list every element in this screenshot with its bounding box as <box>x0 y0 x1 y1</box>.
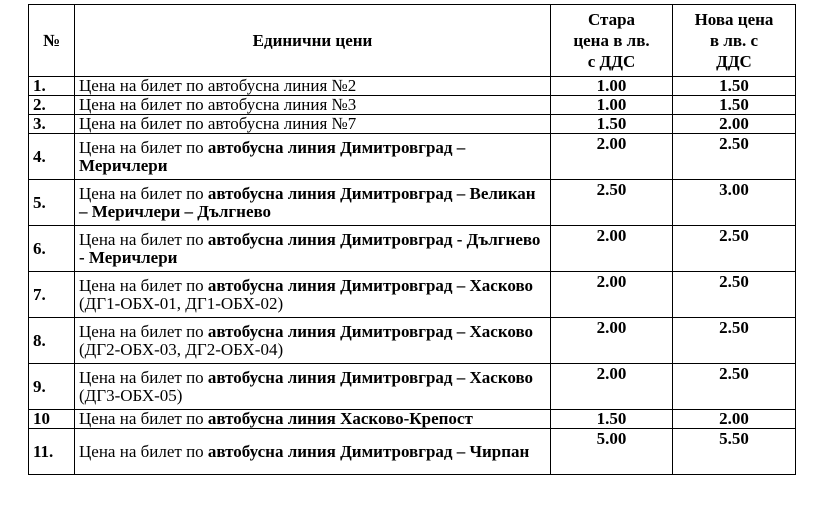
row-description-route: автобусна линия Димитровград – Великан – Меричлери – Дългнево <box>79 183 536 221</box>
row-description-prefix: Цена на билет по <box>79 275 208 295</box>
row-old-price: 1.00 <box>551 77 673 96</box>
table-row <box>29 134 796 180</box>
row-number: 7. <box>29 272 75 318</box>
row-old-price: 2.00 <box>551 134 673 180</box>
table-row <box>29 318 796 364</box>
row-new-price: 1.50 <box>673 77 796 96</box>
header-new-price-line-2: в лв. с <box>709 31 759 50</box>
table-row <box>29 96 796 115</box>
row-description-prefix: Цена на билет по <box>79 409 208 428</box>
row-new-price: 3.00 <box>673 180 796 226</box>
row-new-price: 5.50 <box>673 429 796 475</box>
row-number: 1. <box>29 77 75 96</box>
row-number: 4. <box>29 134 75 180</box>
price-table <box>28 4 796 475</box>
row-number: 11. <box>29 429 75 475</box>
row-description-route: автобусна линия Димитровград – Чирпан <box>207 441 530 461</box>
row-number: 6. <box>29 226 75 272</box>
header-new-price <box>673 5 796 77</box>
row-number: 2. <box>29 96 75 115</box>
row-description-prefix: Цена на билет по <box>79 441 208 461</box>
row-number: 5. <box>29 180 75 226</box>
row-description-prefix: Цена на билет по <box>79 321 208 341</box>
row-new-price: 2.50 <box>673 134 796 180</box>
row-number: 9. <box>29 364 75 410</box>
row-description <box>75 96 551 115</box>
header-old-price-line-3: с ДДС <box>587 52 636 71</box>
row-description-suffix: (ДГ3-ОБХ-05) <box>79 385 183 405</box>
row-description <box>75 134 551 180</box>
row-description <box>75 272 551 318</box>
header-name: Единични цени <box>75 5 551 77</box>
row-new-price: 2.50 <box>673 226 796 272</box>
table-row <box>29 180 796 226</box>
table-row <box>29 364 796 410</box>
row-old-price: 1.00 <box>551 96 673 115</box>
row-description-route: автобусна линия Димитровград – Меричлери <box>79 137 466 175</box>
row-old-price: 2.50 <box>551 180 673 226</box>
table-row <box>29 410 796 429</box>
header-new-price-line-1: Нова цена <box>694 10 774 29</box>
row-old-price: 1.50 <box>551 410 673 429</box>
row-new-price: 2.50 <box>673 272 796 318</box>
row-description <box>75 226 551 272</box>
header-old-price-line-2: цена в лв. <box>573 31 650 50</box>
row-description-text: Цена на билет по автобусна линия №7 <box>79 114 357 133</box>
row-description-route: автобусна линия Димитровград – Хасково <box>207 321 534 341</box>
table-row <box>29 226 796 272</box>
row-description <box>75 429 551 475</box>
row-new-price: 1.50 <box>673 96 796 115</box>
header-old-price <box>551 5 673 77</box>
row-number: 3. <box>29 115 75 134</box>
row-description <box>75 410 551 429</box>
row-description-suffix: (ДГ1-ОБХ-01, ДГ1-ОБХ-02) <box>79 293 284 313</box>
row-description-prefix: Цена на билет по <box>79 229 208 249</box>
row-new-price: 2.00 <box>673 410 796 429</box>
row-new-price: 2.50 <box>673 364 796 410</box>
row-new-price: 2.50 <box>673 318 796 364</box>
row-description-route: автобусна линия Димитровград – Хасково <box>207 275 534 295</box>
header-row <box>29 5 796 77</box>
header-number: № <box>29 5 75 77</box>
row-old-price: 5.00 <box>551 429 673 475</box>
table-row <box>29 115 796 134</box>
row-description <box>75 318 551 364</box>
row-description <box>75 180 551 226</box>
row-number: 8. <box>29 318 75 364</box>
row-old-price: 2.00 <box>551 272 673 318</box>
row-number: 10 <box>29 410 75 429</box>
row-description-prefix: Цена на билет по <box>79 367 208 387</box>
row-old-price: 2.00 <box>551 364 673 410</box>
row-description <box>75 364 551 410</box>
table-row <box>29 77 796 96</box>
row-description-suffix: (ДГ2-ОБХ-03, ДГ2-ОБХ-04) <box>79 339 284 359</box>
row-description-route: автобусна линия Хасково-Крепост <box>207 409 473 428</box>
row-description-route: автобусна линия Димитровград - Дългнево - Меричлери <box>79 229 541 267</box>
row-description-text: Цена на билет по автобусна линия №2 <box>79 76 357 95</box>
row-old-price: 2.00 <box>551 226 673 272</box>
header-new-price-line-3: ДДС <box>716 52 752 71</box>
row-description-route: автобусна линия Димитровград – Хасково <box>207 367 534 387</box>
row-new-price: 2.00 <box>673 115 796 134</box>
table-row <box>29 429 796 475</box>
row-description <box>75 77 551 96</box>
row-old-price: 2.00 <box>551 318 673 364</box>
row-old-price: 1.50 <box>551 115 673 134</box>
table-row <box>29 272 796 318</box>
row-description-prefix: Цена на билет по <box>79 137 208 157</box>
row-description-text: Цена на билет по автобусна линия №3 <box>79 95 357 114</box>
header-old-price-line-1: Стара <box>587 10 636 29</box>
row-description-prefix: Цена на билет по <box>79 183 208 203</box>
row-description <box>75 115 551 134</box>
